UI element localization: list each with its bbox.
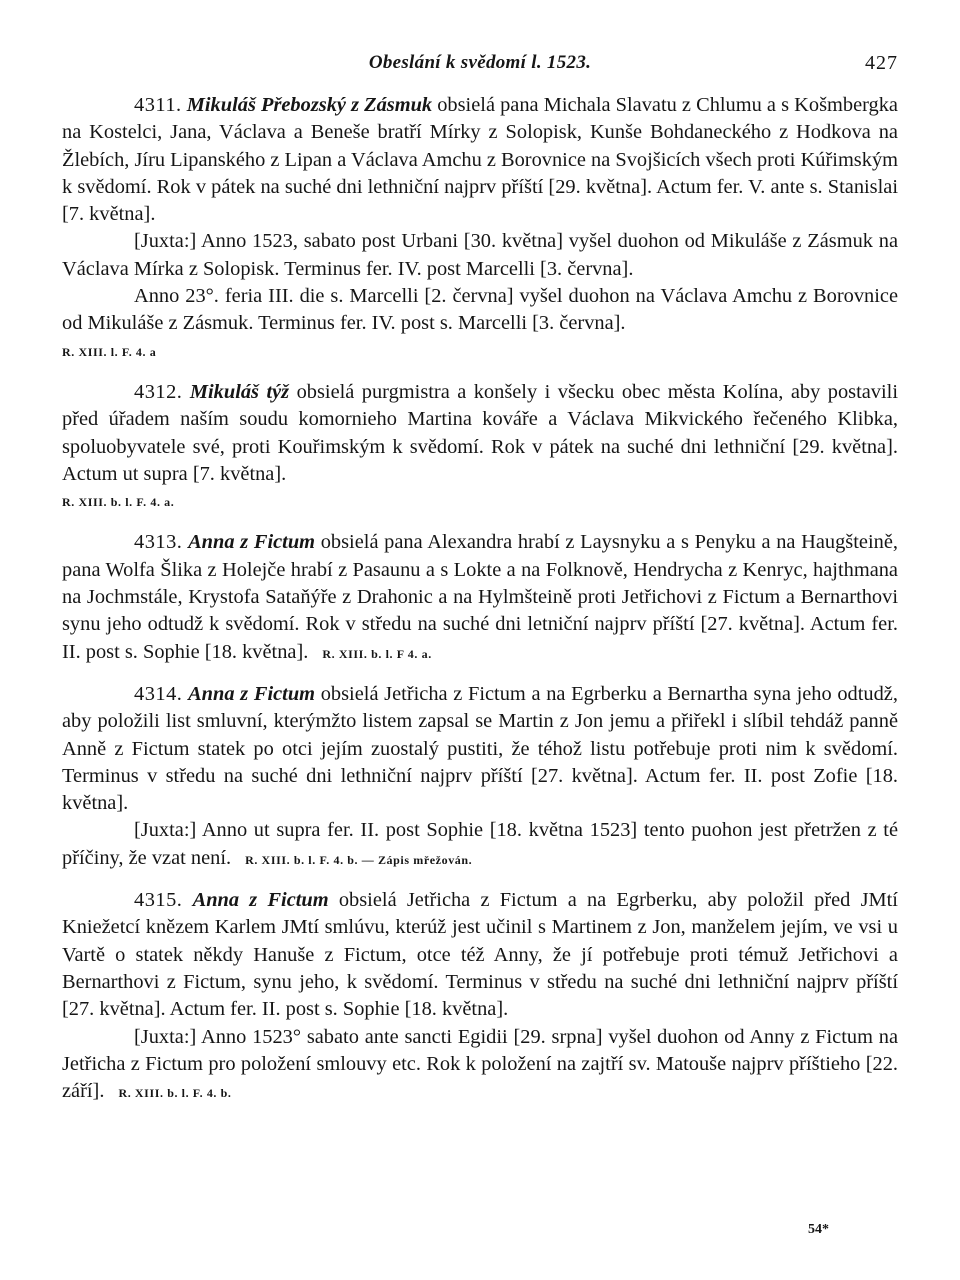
entry-text: obsielá Jetřicha z Fictum a na Egrberku, aby položil před JMtí Kniežetcí knězem Karlem JMtí smlúvu, kterúž jest učinil s Martinem z Jon, manželem jejím, ve vsi u Vartě o statek někdy Hanuše z Fictum, otce též Anny, že jí potřebuje proti témuž Jetřichovi a Bernarthovi z Fictum, synu jeho, k svědomí. Terminus v středu na suché dni lethniční najprv příští [27. května]. Actum fer. II. post s. Sophie [18. května]. xyxy=(62,889,898,1021)
entry-paragraph xyxy=(62,681,898,817)
juxta-text: [Juxta:] Anno ut supra fer. II. post Sophie [18. května 1523] tento puohon jest přetržen z té příčiny, že vzat není. xyxy=(62,819,898,869)
juxta-paragraph xyxy=(62,817,898,874)
page-number: 427 xyxy=(865,52,898,74)
document-body xyxy=(62,92,898,1107)
juxta-paragraph xyxy=(62,1024,898,1108)
entry-number: 4311. xyxy=(134,94,182,116)
entry-number: 4315. xyxy=(134,889,183,912)
entry-text: obsielá purgmistra a konšely i všecku obec města Kolína, aby postavili před úřadem naším soudu komornieho Martina kováře a Václava Mikvického řečeného Klibka, spoluobyvatele své, proti Kouřimským k svědomí. Rok v pátek na suché dni lethniční [29. května]. Actum ut supra [7. května]. xyxy=(62,380,898,485)
archive-signature: R. XIII. b. l. F 4. a. xyxy=(322,646,432,661)
juxta-paragraph: [Juxta:] Anno 1523, sabato post Urbani [30. května] vyšel duohon od Mikuláše z Zásmuk na Václava Mírka z Solopisk. Terminus fer. IV. post Marcelli [3. června]. xyxy=(62,230,898,280)
entry-text: obsielá pana Michala Slavatu z Chlumu a s Košmbergka na Kostelci, Jana, Václava a Beneše bratří Mírky z Solopisk, Kunše Bohdaneckého z Hodkova na Žlebích, Jíru Lipanského z Lipan a Václava Amchu z Borovnice na Svojšicích všech proti Kúřimským k svědomí. Rok v pátek na suché dni lethniční najprv příští [29. května]. Actum fer. V. ante s. Stanislai [7. května]. xyxy=(62,94,898,226)
archive-signature: R. XIII. b. l. F. 4. b. — Zápis mřežován. xyxy=(245,852,473,867)
entry-number: 4312. xyxy=(134,380,183,403)
entry-person: Anna z Fictum xyxy=(192,889,329,912)
entry-number: 4313. xyxy=(134,531,183,554)
entry-person: Anna z Fictum xyxy=(188,531,316,554)
entry-person: Mikuláš Přebozský z Zásmuk xyxy=(186,94,433,116)
running-title: Obeslání k svědomí l. 1523. xyxy=(368,52,592,73)
archive-signature: R. XIII. l. F. 4. a xyxy=(62,344,157,359)
entry-number: 4314. xyxy=(134,682,183,705)
page-header xyxy=(62,52,898,86)
entry-text: obsielá pana Alexandra hrabí z Laysnyku a s Penyku a na Haugšteině, pana Wolfa Šlika z Holejče hrabí z Pasaunu a s Lokte a na Folknově, Hendrycha z Kenryc, hajthmana na Jochmstále, Krystofa Sataňýře z Drahonic a na Hylmšteině proti Jetřichovi z Fictum a Bernarthovi synu jeho odtudž k svědomí. Rok v středu na suché dni letniční najprv příští [27. května]. Actum fer. II. post s. Sophie [18. května]. xyxy=(62,531,898,663)
archive-signature: R. XIII. b. l. F. 4. b. xyxy=(118,1086,232,1101)
entry-person: Mikuláš týž xyxy=(189,380,290,403)
juxta-text: [Juxta:] Anno 1523° sabato ante sancti Egidii [29. srpna] vyšel duohon od Anny z Fictum na Jetřicha z Fictum pro položení smlouvy etc. Rok k položení na zajtří sv. Matouše najprv příštieho [22. září]. xyxy=(62,1025,898,1103)
archive-signature: R. XIII. b. l. F. 4. a. xyxy=(62,495,175,510)
entry-paragraph xyxy=(62,529,898,667)
sheet-signature-mark: 54* xyxy=(808,1222,829,1237)
entry-paragraph xyxy=(62,887,898,1023)
entry-paragraph xyxy=(62,379,898,488)
entry-person: Anna z Fictum xyxy=(188,682,316,705)
entry-text: obsielá Jetřicha z Fictum a na Egrberku a Bernartha syna jeho odtudž, aby položili list smluvní, kterýmžto listem zapsal se Martin z Jon jemu a přiřekl i slíbil tehdáž panně Anně z Fictum statek po otci jejím zuostalý pustiti, že téhož listu potřebuje proti nim k svědomí. Terminus v středu na suché dni lethniční najprv příští [27. května]. Actum fer. II. post Zofie [18. května]. xyxy=(62,682,898,815)
juxta-paragraph: Anno 23°. feria III. die s. Marcelli [2. června] vyšel duohon na Václava Amchu z Borovnice od Mikuláše z Zásmuk. Terminus fer. IV. post s. Marcelli [3. června]. xyxy=(62,285,898,335)
entry-paragraph xyxy=(62,92,898,228)
